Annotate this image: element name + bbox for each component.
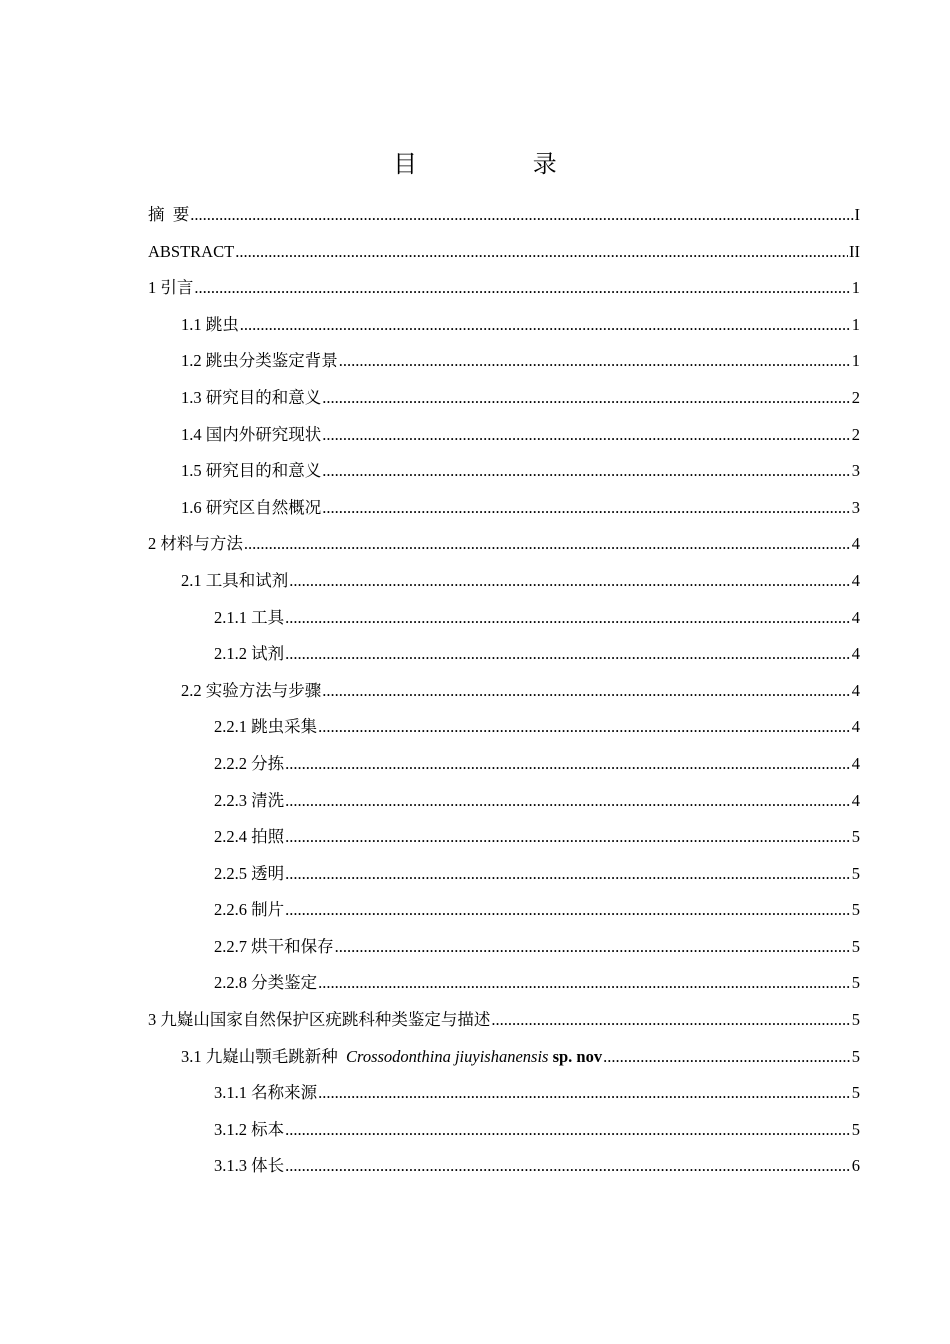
toc-page-number: 3 — [851, 461, 860, 481]
toc-title: 目 录 — [393, 150, 611, 178]
toc-dot-leader — [285, 746, 851, 783]
table-of-contents — [148, 197, 860, 1185]
toc-entry-label: 3 九嶷山国家自然保护区疣跳科种类鉴定与描述 — [148, 1010, 491, 1030]
toc-page-number: 5 — [851, 1046, 860, 1066]
toc-page-number: 5 — [851, 936, 860, 956]
toc-entry[interactable] — [148, 783, 860, 820]
toc-dot-leader — [491, 1002, 850, 1039]
toc-dot-leader — [322, 380, 851, 417]
toc-entry[interactable] — [148, 417, 860, 454]
toc-page-number: 6 — [851, 1156, 860, 1176]
toc-dot-leader — [318, 1075, 851, 1112]
toc-dot-leader — [335, 929, 851, 966]
toc-page-number: 1 — [851, 278, 860, 298]
toc-dot-leader — [322, 417, 851, 454]
toc-dot-leader — [285, 892, 851, 929]
toc-entry-label: 2.2.7 烘干和保存 — [214, 936, 334, 956]
toc-page-number: 5 — [851, 1083, 860, 1103]
toc-page-number: 5 — [851, 827, 860, 847]
toc-dot-leader — [322, 490, 851, 527]
toc-page-number: II — [849, 241, 860, 261]
toc-entry-label: 1.4 国内外研究现状 — [181, 424, 322, 444]
toc-entry-label: 3.1 九嶷山颚毛跳新种 — [181, 1046, 346, 1066]
toc-entry-label: 2.2.4 拍照 — [214, 827, 285, 847]
toc-entry[interactable] — [148, 453, 860, 490]
toc-entry[interactable] — [148, 197, 860, 234]
toc-page-number: 5 — [851, 863, 860, 883]
toc-entry-label: 2.2 实验方法与步骤 — [181, 680, 322, 700]
toc-page-number: 4 — [851, 680, 860, 700]
toc-entry[interactable] — [148, 673, 860, 710]
toc-page-number: 5 — [851, 973, 860, 993]
toc-entry-label: 2 材料与方法 — [148, 534, 243, 554]
toc-entry-label: 3.1.3 体长 — [214, 1156, 285, 1176]
toc-entry-species-suffix: sp. nov — [548, 1046, 603, 1066]
toc-entry[interactable] — [148, 856, 860, 893]
toc-page-number: 3 — [851, 497, 860, 517]
toc-entry-label: 2.2.6 制片 — [214, 900, 285, 920]
toc-entry-label: 1.1 跳虫 — [181, 314, 239, 334]
toc-entry-label: 3.1.1 名称来源 — [214, 1083, 318, 1103]
toc-entry-label: 2.2.3 清洗 — [214, 790, 285, 810]
toc-dot-leader — [322, 673, 851, 710]
toc-entry[interactable] — [148, 307, 860, 344]
toc-entry[interactable] — [148, 234, 860, 271]
toc-entry[interactable] — [148, 1039, 860, 1076]
toc-entry[interactable] — [148, 270, 860, 307]
toc-dot-leader — [240, 307, 851, 344]
toc-dot-leader — [285, 819, 851, 856]
toc-dot-leader — [285, 1148, 851, 1185]
toc-entry-label: 3.1.2 标本 — [214, 1119, 285, 1139]
toc-entry[interactable] — [148, 343, 860, 380]
toc-entry-label: 1 引言 — [148, 278, 194, 298]
toc-entry[interactable] — [148, 892, 860, 929]
toc-page-number: I — [854, 205, 860, 224]
toc-page-number: 4 — [851, 534, 860, 554]
toc-dot-leader — [322, 453, 851, 490]
toc-entry[interactable] — [148, 709, 860, 746]
toc-entry[interactable] — [148, 819, 860, 856]
toc-entry[interactable] — [148, 1075, 860, 1112]
toc-entry[interactable] — [148, 1002, 860, 1039]
toc-entry[interactable] — [148, 1148, 860, 1185]
toc-entry[interactable] — [148, 746, 860, 783]
toc-entry-label: 1.2 跳虫分类鉴定背景 — [181, 351, 338, 371]
toc-entry-label: 2.2.5 透明 — [214, 863, 285, 883]
toc-entry-label: 1.6 研究区自然概况 — [181, 497, 322, 517]
toc-entry-label: 2.2.1 跳虫采集 — [214, 717, 318, 737]
toc-entry[interactable] — [148, 526, 860, 563]
toc-page-number: 4 — [851, 717, 860, 737]
toc-entry-label: 1.3 研究目的和意义 — [181, 387, 322, 407]
toc-dot-leader — [244, 526, 851, 563]
toc-dot-leader — [194, 270, 850, 307]
toc-entry-label: 2.2.2 分拣 — [214, 753, 285, 773]
toc-dot-leader — [285, 600, 851, 637]
toc-page-number: 4 — [851, 790, 860, 810]
toc-dot-leader — [285, 636, 851, 673]
toc-dot-leader — [318, 709, 851, 746]
toc-entry-label: 2.1 工具和试剂 — [181, 570, 289, 590]
toc-entry-label: ABSTRACT — [148, 241, 235, 261]
toc-dot-leader — [285, 783, 851, 820]
toc-entry-species-name: Crossodonthina jiuyishanensis — [346, 1046, 549, 1066]
toc-page-number: 4 — [851, 570, 860, 590]
toc-entry[interactable] — [148, 563, 860, 600]
toc-entry-label: 2.1.2 试剂 — [214, 644, 285, 664]
toc-dot-leader — [339, 343, 851, 380]
toc-entry[interactable] — [148, 380, 860, 417]
toc-dot-leader — [285, 856, 851, 893]
toc-entry-label: 2.2.8 分类鉴定 — [214, 973, 318, 993]
toc-page-number: 4 — [851, 644, 860, 664]
toc-page-number: 5 — [851, 900, 860, 920]
toc-entry-label-group — [181, 1039, 602, 1076]
toc-dot-leader — [235, 234, 848, 271]
toc-dot-leader — [318, 965, 851, 1002]
toc-page-number: 4 — [851, 753, 860, 773]
toc-page-number: 2 — [851, 424, 860, 444]
toc-dot-leader — [190, 197, 853, 234]
toc-dot-leader — [603, 1039, 851, 1076]
toc-entry[interactable] — [148, 929, 860, 966]
toc-entry[interactable] — [148, 490, 860, 527]
toc-entry-label: 1.5 研究目的和意义 — [181, 461, 322, 481]
toc-page-number: 5 — [851, 1010, 860, 1030]
toc-page-number: 4 — [851, 607, 860, 627]
toc-page-number: 1 — [851, 314, 860, 334]
toc-dot-leader — [289, 563, 851, 600]
toc-entry[interactable] — [148, 1112, 860, 1149]
toc-page-number: 5 — [851, 1119, 860, 1139]
toc-dot-leader — [285, 1112, 851, 1149]
toc-page-number: 1 — [851, 351, 860, 371]
toc-page-number: 2 — [851, 387, 860, 407]
toc-entry[interactable] — [148, 636, 860, 673]
toc-entry-label: 2.1.1 工具 — [214, 607, 285, 627]
toc-entry[interactable] — [148, 965, 860, 1002]
toc-entry-label: 摘 要 — [148, 205, 190, 224]
toc-entry[interactable] — [148, 600, 860, 637]
